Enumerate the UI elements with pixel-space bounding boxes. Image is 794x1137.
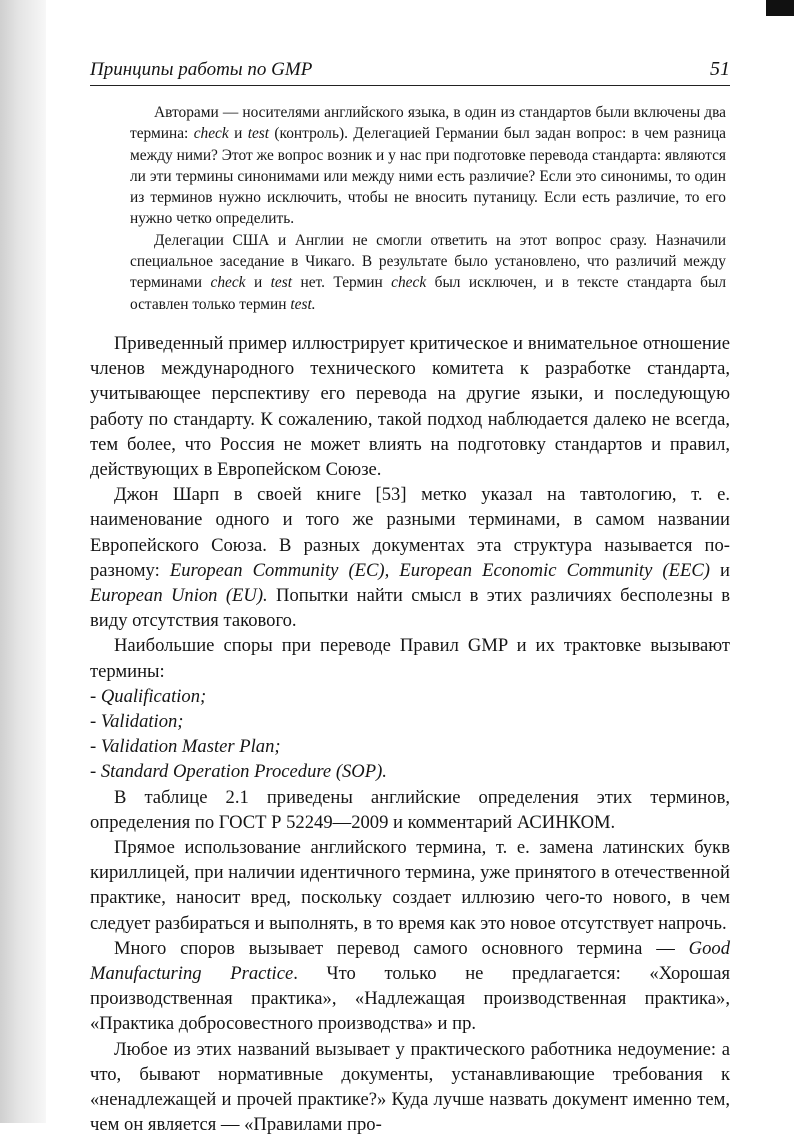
paragraph: Наибольшие споры при переводе Правил GMP и их трактовке вызывают термины: (90, 635, 730, 682)
scan-corner-mark (766, 0, 794, 16)
paragraph: Прямое использование английского термина, т. е. замена латинских букв кириллицей, при наличии идентичного термина, уже принятого в отечественной практике, наносит вред, поскольку создает иллюзию чего-то нового, в чем следует разбираться и выполнять, в то время как это новое отсутствует напрочь. (90, 837, 730, 934)
example-paragraph-2: Делегации США и Англии не смогли ответить на этот вопрос сразу. Назначили специальное заседание в Чикаго. В результате было установлено, что различий между терминами check и test нет. Термин check был исключен, и в тексте стандарта был оставлен только термин test. (130, 231, 726, 313)
paragraph: Любое из этих названий вызывает у практического работника недоумение: а что, бывают нормативные документы, устанавливающие требования к «ненадлежащей и прочей практике?» Куда лучше назвать документ именно тем, чем он является — «Правилами про- (90, 1038, 730, 1136)
paragraph: В таблице 2.1 приведены английские определения этих терминов, определения по ГОСТ Р 52249—2009 и комментарий АСИНКОМ. (90, 786, 730, 833)
example-paragraph-1: Авторами — носителями английского языка, в один из стандартов были включены два термина: check и test (контроль). Делегацией Германии был задан вопрос: в чем разница между ними? Этот же вопрос возник и у нас при подготовке перевода стандарта: являются ли эти термины синонимами или между ними есть различие? Если это синонимы, то один из терминов нужно исключить, чтобы не вносить путаницу. Если есть различие, то его нужно четко определить. (130, 104, 727, 228)
list-item: - Qualification; (90, 685, 207, 707)
running-header (90, 58, 730, 86)
term-test: test (270, 274, 293, 292)
page-number: 51 (710, 58, 730, 80)
term-check: check (210, 274, 246, 292)
terms-list (90, 684, 730, 785)
chapter-title: Принципы работы по GMP (90, 59, 313, 80)
list-item: - Standard Operation Procedure (SOP). (90, 761, 387, 783)
term-gmp: Good Manufacturing Practice (90, 937, 730, 985)
page (90, 58, 730, 1137)
paragraph: Приведенный пример иллюстрирует критическое и внимательное отношение членов международного технического комитета к разработке стандарта, учитывающее перспективу его перевода на другие языки, и последующую работу по стандарту. К сожалению, такой подход наблюдается далеко не всегда, тем более, что Россия не может влиять на подготовку стандартов и правил, действующих в Европейском Союзе. (90, 332, 730, 480)
term-test: test (247, 125, 270, 143)
term-check: check (391, 274, 427, 292)
list-item: - Validation Master Plan; (90, 736, 281, 758)
list-item: - Validation; (90, 711, 184, 733)
scan-shadow (0, 0, 46, 1123)
term-test: test. (290, 295, 316, 313)
term-eu: European Union (EU). (90, 585, 268, 606)
term-check: check (193, 125, 229, 143)
paragraph: Много споров вызывает перевод самого основного термина — Good Manufacturing Practice. Что только не предлагается: «Хорошая производственная практика», «Надлежащая производственная практика», «Практика добросовестного производства» и пр. (90, 937, 730, 1035)
main-text (90, 331, 730, 1137)
paragraph: Джон Шарп в своей книге [53] метко указал на тавтологию, т. е. наименование одного и того же разными терминами, в самом названии Европейского Союза. В разных документах эта структура называется по-разному: European Community (EC), European Economic Community (EEC) и European Union (EU). Попытки найти смысл в этих различиях бесполезны в виду отсутствия такового. (90, 484, 730, 632)
example-block (130, 102, 726, 315)
term-eu-names: European Community (EC), European Economic Community (EEC) (169, 559, 710, 581)
